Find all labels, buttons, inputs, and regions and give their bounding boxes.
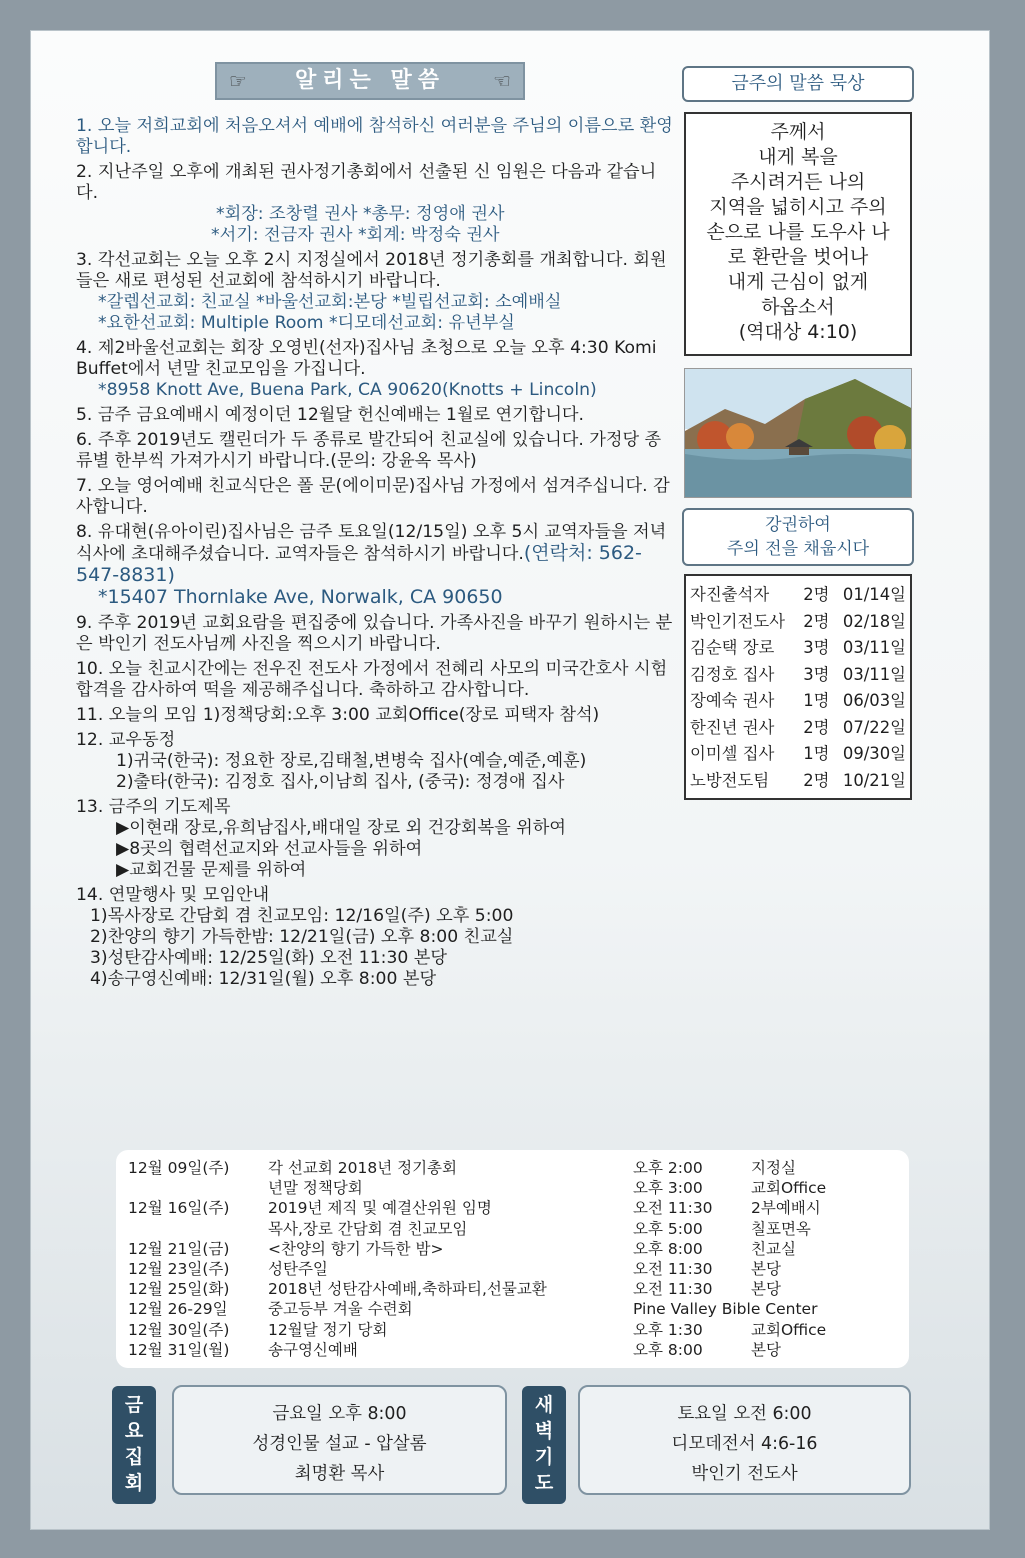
autumn-landscape-image <box>684 368 912 498</box>
announcement-4: 4. 제2바울선교회는 회장 오영빈(선자)집사님 초청으로 오늘 오후 4:30 Komi Buffet에서 년말 친교모임을 가집니다. *8958 Knott Ave, Buena Park, CA 90620(Knotts + Lincoln) <box>76 338 657 400</box>
announcements-header <box>215 62 525 100</box>
announcement-2: 2. 지난주일 오후에 개최된 권사정기총회에서 선출된 신 임원은 다음과 같습니다. *회장: 조창렬 권사 *총무: 정영애 권사 *서기: 전금자 권사 *회계: 박정숙 권사 <box>76 162 657 245</box>
announcement-11: 11. 오늘의 모임 1)정책당회:오후 3:00 교회Office(장로 피택자 참석) <box>76 705 600 725</box>
list-item: 한진년 권사 2명 07/22일 <box>690 717 906 737</box>
table-row: 12월 30일(주) 12월달 정기 당회 오후 1:30 교회Office <box>128 1320 827 1339</box>
announcement-5: 5. 금주 금요예배시 예정이던 12월달 헌신예배는 1월로 연기합니다. <box>76 405 584 425</box>
announcements-list <box>76 116 676 994</box>
list-item: 김순택 장로 3명 03/11일 <box>690 638 906 657</box>
announcement-1: 1. 오늘 저희교회에 처음오셔서 예배에 참석하신 여러분을 주님의 이름으로 환영합니다. <box>76 116 673 157</box>
announcement-9: 9. 주후 2019년 교회요람을 편집중에 있습니다. 가족사진을 바꾸기 원하시는 분은 박인기 전도사님께 사진을 찍으시기 바랍니다. <box>76 613 673 654</box>
table-row: 년말 정책당회 오후 3:00 교회Office <box>268 1179 827 1198</box>
list-item: 이미셀 집사 1명 09/30일 <box>690 744 906 763</box>
list-item: 장예숙 권사 1명 06/03일 <box>690 691 906 710</box>
meditation-header: 금주의 말씀 묵상 <box>682 66 914 102</box>
evangelism-list <box>684 574 912 800</box>
announcement-3: 3. 각선교회는 오늘 오후 2시 지정실에서 2018년 정기총회를 개최합니다. 회원들은 새로 편성된 선교회에 참석하시기 바랍니다. *갈렙선교회: 친교실 *바울선교회:본당 *빌립선교회: 소예배실 *요한선교회: Multiple Room *디모데선교회: 유년부실 <box>76 250 667 333</box>
meditation-verse: 주께서 내게 복을 주시려거든 나의 지역을 넓히시고 주의 손으로 나를 도우사 나 로 환란을 벗어나 내게 근심이 없게 하옵소서 (역대상 4:10) <box>684 112 912 356</box>
pointing-hand-left-icon: ☜ <box>493 69 511 93</box>
list-item: 김정호 집사 3명 03/11일 <box>690 664 906 684</box>
table-row: 목사,장로 간담회 겸 친교모임 오후 5:00 칠포면옥 <box>268 1219 811 1238</box>
friday-service-label: 금요집회 <box>112 1386 156 1504</box>
table-row: 12월 25일(화) 2018년 성탄감사예배,축하파티,선물교환 오전 11:30 본당 <box>128 1280 781 1299</box>
announcement-13: 13. 금주의 기도제목 ▶이현래 장로,유희남집사,배대일 장로 외 건강회복을 위하여 ▶8곳의 협력선교지와 선교사들을 위하여 ▶교회건물 문제를 위하여 <box>76 797 566 880</box>
dawn-prayer-label: 새벽기도 <box>522 1386 566 1504</box>
table-row: 12월 16일(주) 2019년 제직 및 예결산위원 임명 오전 11:30 2부예배시 <box>128 1199 821 1218</box>
list-item: 노방전도팀 2명 10/21일 <box>690 770 906 790</box>
announcements-title: 알리는 말씀 <box>295 68 445 93</box>
table-row: 12월 21일(금) <찬양의 향기 가득한 밤> 오후 8:00 친교실 <box>128 1239 796 1258</box>
list-item: 박인기전도사 2명 02/18일 <box>690 611 906 631</box>
table-row: 12월 26-29일 중고등부 겨울 수련회 Pine Valley Bible Center <box>128 1300 818 1319</box>
announcement-10: 10. 오늘 친교시간에는 전우진 전도사 가정에서 전혜리 사모의 미국간호사 시험 합격을 감사하여 떡을 제공해주십니다. 축하하고 감사합니다. <box>76 659 668 700</box>
announcement-8: 8. 유대현(유아이린)집사님은 금주 토요일(12/15일) 오후 5시 교역자들을 저녁식사에 초대해주셨습니다. 교역자들은 참석하시기 바랍니다.(연락처: 562-547-8831) *15407 Thornlake Ave, Norwalk, CA 90650 <box>76 522 667 608</box>
friday-service-box: 금요일 오후 8:00 성경인물 설교 - 압살롬 최명환 목사 <box>172 1385 507 1495</box>
evangelism-header: 강권하여 주의 전을 채웁시다 <box>682 508 914 566</box>
dawn-prayer-box: 토요일 오전 6:00 디모데전서 4:6-16 박인기 전도사 <box>578 1385 911 1495</box>
announcement-7: 7. 오늘 영어예배 친교식단은 폴 문(에이미문)집사님 가정에서 섬겨주십니다. 감사합니다. <box>76 476 670 517</box>
schedule-table <box>116 1150 909 1368</box>
list-item: 자진출석자 2명 01/14일 <box>690 585 906 604</box>
pointing-hand-right-icon: ☞ <box>229 69 247 93</box>
table-row: 12월 23일(주) 성탄주일 오전 11:30 본당 <box>128 1260 781 1279</box>
table-row: 12월 31일(월) 송구영신예배 오후 8:00 본당 <box>128 1340 781 1359</box>
announcement-14: 14. 연말행사 및 모임안내 1)목사장로 간담회 겸 친교모임: 12/16일(주) 오후 5:00 2)찬양의 향기 가득한밤: 12/21일(금) 오후 8:00 친교실 3)성탄감사예배: 12/25일(화) 오전 11:30 본당 4)송구영신예배: 12/31일(월) 오후 8:00 본당 <box>76 885 514 989</box>
announcement-12: 12. 교우동정 1)귀국(한국): 정요한 장로,김태철,변병숙 집사(예슬,예준,예훈) 2)출타(한국): 김정호 집사,이남희 집사, (중국): 정경애 집사 <box>76 730 587 792</box>
table-row: 12월 09일(주) 각 선교회 2018년 정기총회 오후 2:00 지정실 <box>128 1159 796 1177</box>
announcement-6: 6. 주후 2019년도 캘린더가 두 종류로 발간되어 친교실에 있습니다. 가정당 종류별 한부씩 가져가시기 바랍니다.(문의: 강윤옥 목사) <box>76 430 662 471</box>
